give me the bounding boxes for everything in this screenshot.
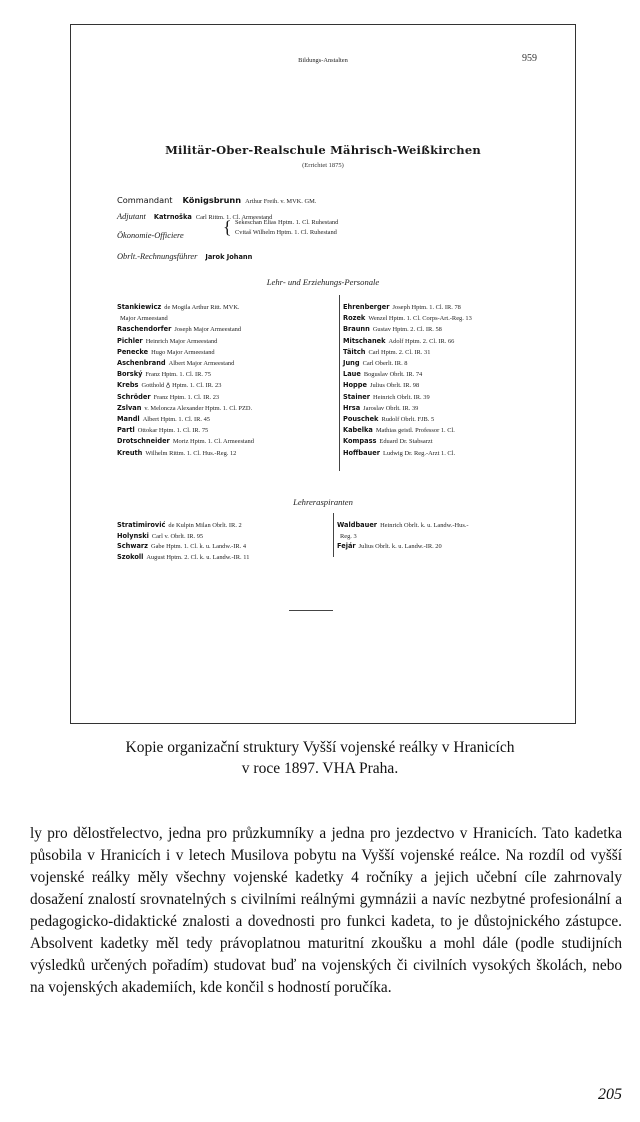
teaching-right-name: Rozek bbox=[343, 314, 366, 323]
aspirant-left-entry bbox=[117, 547, 249, 563]
page-number: 205 bbox=[598, 1086, 622, 1103]
teaching-left-name: Borský bbox=[117, 370, 143, 379]
teaching-left-detail: Albert Major Armeestand bbox=[168, 360, 235, 367]
oekonomie-officer-2: Cvitaš Wilhelm Hptm. 1. Cl. Ruhestand bbox=[235, 229, 337, 236]
teaching-right-detail: Heinrich Obrlt. IR. 39 bbox=[373, 393, 430, 401]
closing-rule bbox=[289, 610, 333, 611]
teaching-left-name: Stankiewicz bbox=[117, 303, 162, 311]
teaching-right-name: Ehrenberger bbox=[343, 303, 390, 311]
aspirant-left-name: Holynski bbox=[117, 531, 149, 540]
teaching-right-entry bbox=[343, 443, 455, 459]
teaching-left-detail: Hugo Major Armeestand bbox=[151, 348, 215, 356]
aspirant-right-entry bbox=[337, 536, 442, 552]
scan-page-number: 959 bbox=[522, 53, 537, 64]
teaching-right-name: Kabelka bbox=[343, 426, 373, 435]
teaching-left-name: Mandl bbox=[117, 415, 140, 423]
caption-line-1: Kopie organizační struktury Vyšší vojenské reálky v Hranicích bbox=[125, 739, 515, 756]
aspirant-left-detail: August Hptm. 2. Cl. k. u. Landw.-IR. 11 bbox=[146, 553, 250, 561]
aspirants-heading: Lehreraspiranten bbox=[293, 497, 353, 507]
teaching-right-detail: Eduard Dr. Stabsarzt bbox=[379, 438, 433, 446]
oekonomie-officer-1: Sekeschan Elias Hptm. 1. Cl. Ruhestand bbox=[235, 219, 339, 226]
teaching-left-name: Kreuth bbox=[117, 448, 143, 457]
teaching-staff-heading: Lehr- und Erziehungs-Personale bbox=[266, 277, 380, 287]
teaching-right-detail: Carl Oberlt. IR. 8 bbox=[362, 360, 408, 367]
teaching-left-detail: Franz Hptm. 1. Cl. IR. 75 bbox=[145, 371, 211, 379]
teaching-left-detail: Gotthold ♁ Hptm. 1. Cl. IR. 23 bbox=[141, 382, 222, 390]
teaching-left-entry bbox=[117, 443, 236, 459]
aspirant-right-detail: Julius Obrlt. k. u. Landw.-IR. 20 bbox=[358, 543, 442, 551]
teaching-right-name: Jung bbox=[343, 359, 360, 367]
teaching-left-detail: v. Meloncza Alexander Hptm. 1. Cl. PZD. bbox=[144, 404, 253, 412]
aspirant-right-name: Waldbauer bbox=[337, 521, 378, 529]
teaching-right-detail: Mathias geistl. Professor 1. Cl. bbox=[375, 427, 455, 435]
teaching-left-detail: de Mogila Arthur Ritt. MVK. bbox=[164, 304, 240, 311]
teaching-right-name: Kompass bbox=[343, 437, 377, 446]
school-subtitle: (Errichtet 1875) bbox=[302, 162, 344, 169]
running-head: Bildungs-Anstalten bbox=[298, 57, 348, 64]
adjutant-line: Adjutant Katrnoška Carl Rittm. 1. Cl. Armeestand bbox=[117, 212, 273, 221]
column-divider bbox=[339, 295, 340, 471]
teaching-left-name: Schröder bbox=[117, 392, 151, 401]
aspirant-right-name: Fejár bbox=[337, 542, 356, 551]
archival-scan bbox=[70, 24, 576, 724]
teaching-right-name: Hoppe bbox=[343, 381, 367, 390]
aspirant-right-entry bbox=[337, 515, 469, 531]
teaching-right-detail: Joseph Hptm. 1. Cl. IR. 78 bbox=[392, 304, 461, 311]
teaching-right-name: Hrsa bbox=[343, 403, 361, 412]
figure-caption bbox=[0, 737, 640, 779]
teaching-left-name: Zslvan bbox=[117, 403, 142, 412]
teaching-left-name: Drotschneider bbox=[117, 437, 170, 446]
teaching-left-detail: Major Armeestand bbox=[120, 315, 168, 323]
teaching-right-name: Mitschanek bbox=[343, 336, 386, 345]
teaching-right-name: Täitch bbox=[343, 347, 366, 356]
aspirant-right-detail: Reg. 3 bbox=[340, 532, 357, 540]
teaching-left-detail: Albert Hptm. 1. Cl. IR. 45 bbox=[142, 416, 210, 423]
teaching-left-detail: Moriz Hptm. 1. Cl. Armeestand bbox=[172, 438, 254, 446]
teaching-right-name: Pouschek bbox=[343, 415, 379, 423]
aspirant-left-detail: Gabe Hptm. 1. Cl. k. u. Landw.-IR. 4 bbox=[150, 543, 247, 551]
teaching-left-detail: Franz Hptm. 1. Cl. IR. 23 bbox=[153, 393, 220, 401]
teaching-right-detail: Gustav Hptm. 2. Cl. IR. 58 bbox=[372, 326, 442, 334]
aspirant-left-name: Szokoll bbox=[117, 552, 144, 561]
teaching-right-detail: Julius Obrlt. IR. 98 bbox=[369, 382, 420, 390]
teaching-left-name: Partl bbox=[117, 426, 135, 435]
teaching-right-name: Stainer bbox=[343, 392, 371, 401]
scan-running-header bbox=[71, 53, 575, 67]
teaching-left-name: Aschenbrand bbox=[117, 359, 166, 367]
rechnungsfuehrer-line: Obrlt.-Rechnungsführer Jarok Johann bbox=[117, 252, 253, 261]
teaching-left-name: Pichler bbox=[117, 336, 143, 345]
teaching-left-name: Penecke bbox=[117, 347, 149, 356]
commandant-line: Commandant Königsbrunn Arthur Freih. v. MVK. GM. bbox=[117, 195, 317, 205]
aspirant-left-name: Stratimirović bbox=[117, 521, 166, 529]
teaching-left-name: Raschendorfer bbox=[117, 325, 172, 334]
teaching-right-detail: Jaroslav Obrlt. IR. 39 bbox=[363, 404, 419, 412]
school-title: Militär-Ober-Realschule Mährisch-Weißkirchen bbox=[165, 143, 481, 157]
caption-line-2: v roce 1897. VHA Praha. bbox=[241, 760, 399, 777]
teaching-left-detail: Ottokar Hptm. 1. Cl. IR. 75 bbox=[137, 427, 209, 435]
aspirant-left-detail: de Kulpin Milan Obrlt. IR. 2 bbox=[168, 522, 242, 529]
teaching-right-name: Braunn bbox=[343, 325, 370, 334]
body-paragraph bbox=[30, 823, 622, 999]
teaching-right-detail: Boguslav Obrlt. IR. 74 bbox=[363, 371, 423, 379]
teaching-right-detail: Rudolf Obrlt. FJB. 5 bbox=[381, 416, 435, 423]
teaching-left-detail: Wilhelm Rittm. 1. Cl. Hus.-Reg. 12 bbox=[145, 449, 237, 457]
teaching-left-detail: Heinrich Major Armeestand bbox=[145, 337, 218, 345]
teaching-right-name: Hoffbauer bbox=[343, 448, 380, 457]
teaching-right-detail: Adolf Hptm. 2. Cl. IR. 66 bbox=[388, 337, 455, 345]
teaching-right-detail: Ludwig Dr. Reg.-Arzt 1. Cl. bbox=[382, 449, 456, 457]
teaching-left-name: Krebs bbox=[117, 381, 139, 390]
brace: { bbox=[223, 217, 232, 237]
teaching-left-detail: Joseph Major Armeestand bbox=[174, 326, 242, 334]
body-text: ly pro dělostřelectvo, jedna pro průzkumníky a jedna pro jezdectvo v Hranicích. Tato kadetka působila v Hranicích i v letech Musilova pobytu na Vyšší vojenské reálce. Na rozdíl od vyšší vojenské reálky měly všechny vojenské kadetky 4 ročníky a jejich učební cíle zahrnovaly dosažení znalostí srovnatelných s civilními reálnými gymnázii a navíc nezbytné profesionální a pedagogicko-didaktické znalosti a dovednosti pro funkci kadeta, to je důstojnického zástupce. Absolvent kadetky měl tedy právoplatnou maturitní zkoušku a mohl dále (podle studijních výsledků určených pořadím) studovat buď na vojenských či civilních vysokých školách, nebo na vojenských akademiích, kde končil s hodností poručíka. bbox=[30, 825, 622, 996]
aspirant-left-name: Schwarz bbox=[117, 542, 148, 551]
aspirants-divider bbox=[333, 513, 334, 557]
teaching-right-detail: Carl Hptm. 2. Cl. IR. 31 bbox=[368, 348, 431, 356]
aspirant-right-detail: Heinrich Obrlt. k. u. Landw.-Hus.- bbox=[380, 522, 469, 529]
teaching-right-detail: Wenzel Hptm. 1. Cl. Corps-Art.-Reg. 13 bbox=[368, 315, 472, 323]
teaching-right-name: Laue bbox=[343, 370, 361, 379]
aspirant-left-detail: Carl v. Obrlt. IR. 95 bbox=[151, 532, 204, 540]
oekonomie-role: Ökonomie-Officiere bbox=[117, 231, 184, 240]
